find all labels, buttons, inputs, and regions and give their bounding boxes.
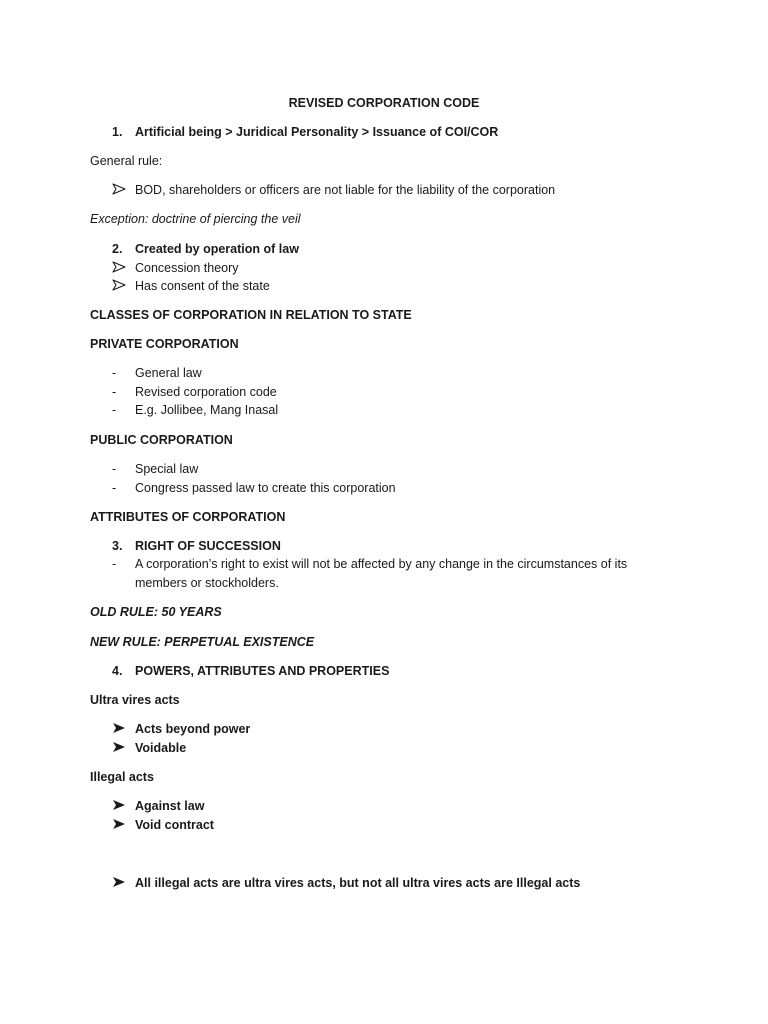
ultra-vires-item: Voidable — [135, 741, 187, 755]
private-heading: PRIVATE CORPORATION — [90, 337, 239, 351]
arrow-bullet-icon — [112, 740, 126, 756]
new-rule: NEW RULE: PERPETUAL EXISTENCE — [90, 635, 315, 649]
bullet-bod: BOD, shareholders or officers are not liable for the liability of the corporation — [135, 183, 556, 197]
private-item: Revised corporation code — [135, 385, 277, 399]
dash-bullet: - — [112, 403, 117, 417]
item-2-bullet: Has consent of the state — [135, 279, 270, 293]
exception-line: Exception: doctrine of piercing the veil — [90, 212, 301, 226]
ultra-vires-heading: Ultra vires acts — [90, 693, 180, 707]
arrow-bullet-icon — [112, 182, 126, 198]
dash-bullet: - — [112, 366, 117, 380]
item-3-number: 3. — [112, 539, 123, 553]
item-2-bullet: Concession theory — [135, 261, 239, 275]
attributes-heading: ATTRIBUTES OF CORPORATION — [90, 510, 286, 524]
page-title: REVISED CORPORATION CODE — [288, 96, 480, 110]
dash-bullet: - — [112, 557, 117, 571]
private-item: General law — [135, 366, 202, 380]
general-rule-label: General rule: — [90, 154, 163, 168]
item-3-text: RIGHT OF SUCCESSION — [135, 539, 281, 553]
item-1-number: 1. — [112, 125, 123, 139]
public-heading: PUBLIC CORPORATION — [90, 433, 233, 447]
arrow-bullet-icon — [112, 278, 126, 294]
classes-heading: CLASSES OF CORPORATION IN RELATION TO STATE — [90, 308, 412, 322]
arrow-bullet-icon — [112, 875, 126, 891]
arrow-bullet-icon — [112, 817, 126, 833]
old-rule: OLD RULE: 50 YEARS — [90, 605, 222, 619]
public-item: Special law — [135, 462, 199, 476]
dash-bullet: - — [112, 385, 117, 399]
dash-bullet: - — [112, 481, 117, 495]
succession-text-line1: A corporation’s right to exist will not be affected by any change in the circumstances of its — [135, 557, 628, 571]
ultra-vires-item: Acts beyond power — [135, 722, 251, 736]
illegal-acts-item: Against law — [135, 799, 205, 813]
item-1-text: Artificial being > Juridical Personality > Issuance of COI/COR — [135, 125, 499, 139]
illegal-acts-heading: Illegal acts — [90, 770, 154, 784]
final-note: All illegal acts are ultra vires acts, but not all ultra vires acts are Illegal acts — [135, 876, 581, 890]
item-4-text: POWERS, ATTRIBUTES AND PROPERTIES — [135, 664, 390, 678]
item-2-number: 2. — [112, 242, 123, 256]
item-4-number: 4. — [112, 664, 123, 678]
item-2-text: Created by operation of law — [135, 242, 299, 256]
private-item: E.g. Jollibee, Mang Inasal — [135, 403, 279, 417]
public-item: Congress passed law to create this corporation — [135, 481, 396, 495]
succession-text-line2: members or stockholders. — [135, 576, 279, 590]
arrow-bullet-icon — [112, 721, 126, 737]
illegal-acts-item: Void contract — [135, 818, 214, 832]
arrow-bullet-icon — [112, 798, 126, 814]
dash-bullet: - — [112, 462, 117, 476]
arrow-bullet-icon — [112, 260, 126, 276]
